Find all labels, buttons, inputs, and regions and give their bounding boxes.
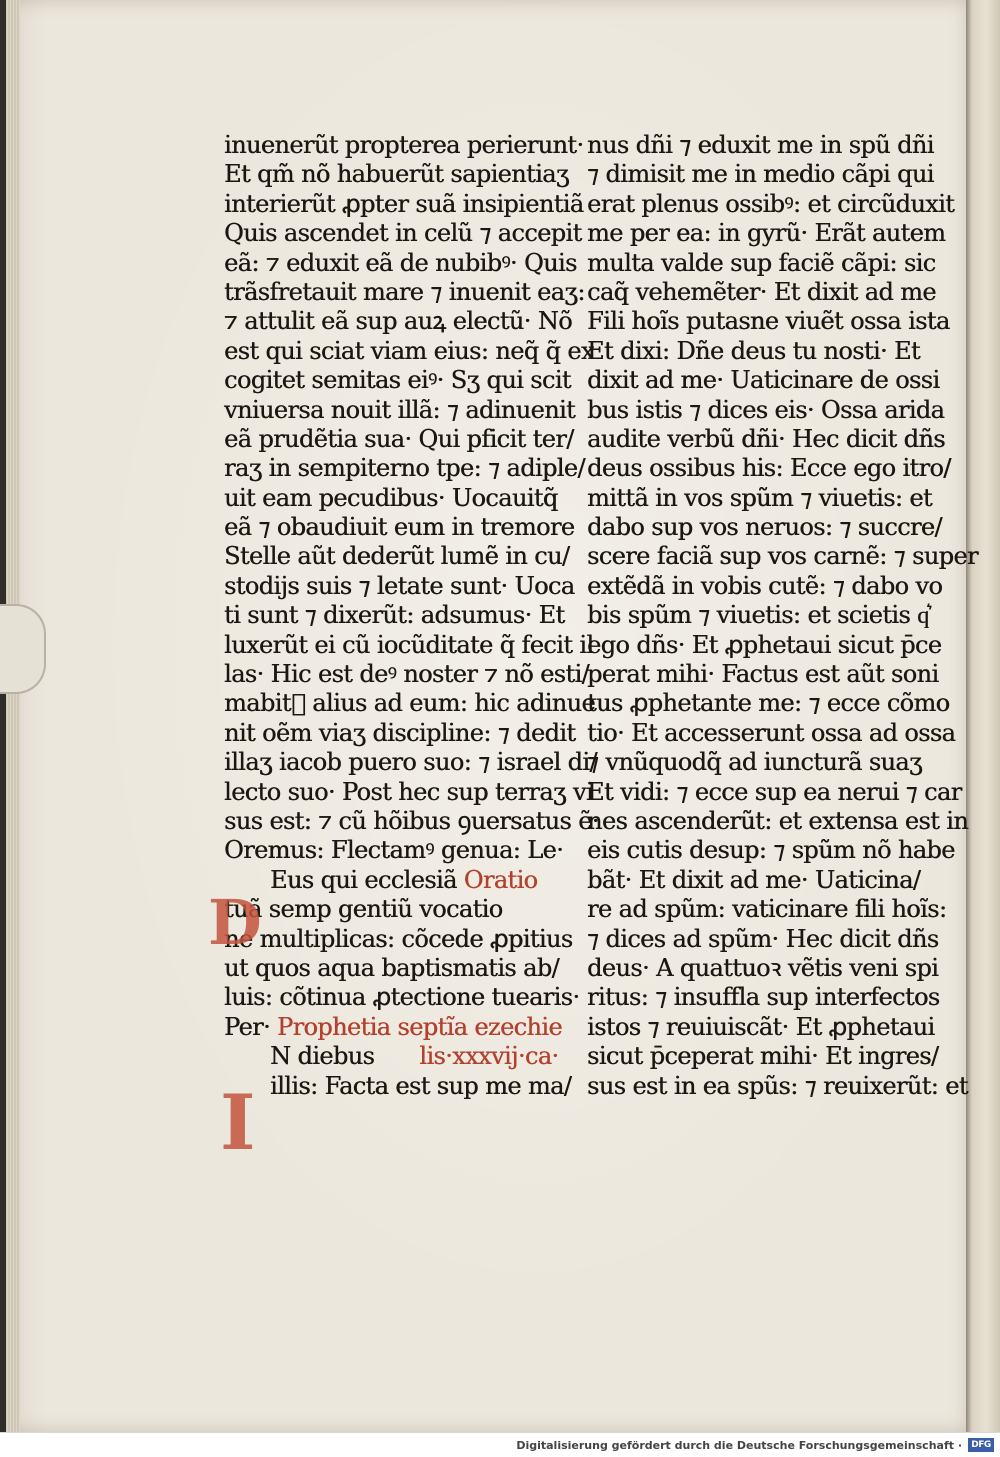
right-column-line bbox=[587, 424, 945, 454]
right-column-line bbox=[587, 571, 943, 601]
dfg-logo: DFG bbox=[968, 1438, 994, 1452]
left-column-line-text: Et qm̃ nõ habuerũt sapientiaʒ bbox=[224, 160, 569, 189]
left-column-line bbox=[224, 572, 574, 601]
right-column-line bbox=[587, 689, 950, 718]
left-column-line bbox=[224, 248, 577, 278]
right-column-line-text: dixit ad me· Uaticinare de ossi bbox=[587, 366, 940, 395]
right-column-line bbox=[587, 484, 932, 513]
right-column-line-text: ⁊ dices ad spũm· Hec dicit dñs bbox=[587, 924, 939, 953]
right-column-line bbox=[587, 718, 956, 748]
right-main-lines bbox=[587, 131, 978, 1101]
left-column-line-text: luxerũt ei cũ iocũditate q̃ fecit il bbox=[224, 630, 594, 659]
initial-letter-d: D bbox=[208, 886, 262, 959]
oratio-rubric: Oratio bbox=[463, 865, 538, 894]
left-column-line-text: uit eam pecudibus· Uocauitq̃ bbox=[224, 483, 558, 512]
left-column-line bbox=[224, 189, 584, 219]
right-column-line bbox=[587, 542, 978, 571]
right-column-line-text: nes ascenderũt: et extensa est in bbox=[587, 806, 969, 835]
left-column-line-text: Quis ascendet in celũ ⁊ accepit bbox=[224, 219, 582, 248]
right-column-line bbox=[587, 248, 936, 278]
right-column-line bbox=[587, 307, 950, 336]
left-column-line-text: inuenerũt propterea perierunt· bbox=[224, 131, 584, 159]
right-column-line-text: dabo sup vos neruos: ⁊ succre/ bbox=[587, 513, 942, 542]
page-edges bbox=[6, 0, 20, 1432]
left-column-line-text: cogitet semitas eiꝰ· Sʒ qui scit bbox=[224, 366, 571, 395]
left-column-line bbox=[224, 806, 599, 836]
right-column-line-text: perat mihi· Factus est aũt soni bbox=[587, 660, 939, 689]
left-column-line bbox=[224, 836, 574, 865]
left-column-line bbox=[224, 454, 585, 483]
oratio-line-text: luis: cõtinua ꝓtectione tuearis· bbox=[224, 983, 580, 1012]
left-column-line-text: stodijs suis ⁊ letate sunt· Uoca bbox=[224, 571, 575, 600]
right-column-line bbox=[587, 1042, 939, 1071]
right-column-line bbox=[587, 277, 936, 307]
right-column-line bbox=[587, 513, 942, 542]
right-column-line-text: Fili hoĩs putasne viuẽt ossa ista bbox=[587, 307, 950, 336]
left-column-line-text: ti sunt ⁊ dixerũt: adsumus· Et bbox=[224, 601, 565, 630]
right-column-line bbox=[587, 189, 955, 219]
right-column-line bbox=[587, 836, 955, 865]
footer-bar bbox=[0, 1432, 1000, 1457]
adjacent-leaf-edge bbox=[966, 0, 1000, 1432]
right-column-line bbox=[587, 395, 945, 425]
right-column-line-text: audite verbũ dñi· Hec dicit dñs bbox=[587, 424, 945, 453]
oratio-lines bbox=[224, 895, 580, 1013]
left-text-column bbox=[224, 131, 599, 1101]
funding-credit: Digitalisierung gefördert durch die Deutsche Forschungsgemeinschaft · bbox=[516, 1439, 962, 1452]
left-column-line-text: Oremus: Flectamꝰ genua: Le· bbox=[224, 836, 564, 865]
left-column-line bbox=[224, 366, 574, 395]
prophetia-line-2 bbox=[224, 1042, 574, 1071]
left-main-lines bbox=[224, 131, 599, 866]
right-column-line-text: sus est in ea spũs: ⁊ reuixerũt: et bbox=[587, 1071, 968, 1100]
right-column-line-text: ⁊ dimisit me in medio cãpi qui bbox=[587, 160, 934, 189]
right-column-line bbox=[587, 366, 940, 395]
oratio-line-1 bbox=[224, 866, 574, 895]
per-text: Per· bbox=[224, 1012, 270, 1041]
left-column-line bbox=[224, 131, 584, 160]
right-column-line bbox=[587, 806, 969, 836]
left-column-line bbox=[224, 160, 574, 189]
left-column-line bbox=[224, 542, 574, 571]
left-column-line bbox=[224, 630, 594, 660]
right-column-line-text: multa valde sup faciẽ cãpi: sic bbox=[587, 248, 936, 277]
right-column-line-text: Et dixi: Dñe deus tu nosti· Et bbox=[587, 336, 920, 365]
right-column-line bbox=[587, 777, 962, 807]
left-column-line-text: eã: ⁊ eduxit eã de nubibꝰ· Quis bbox=[224, 248, 577, 277]
right-column-line bbox=[587, 1071, 968, 1101]
page-clip bbox=[0, 604, 46, 694]
left-column-line bbox=[224, 425, 574, 454]
left-column-line bbox=[224, 601, 574, 630]
left-column-line bbox=[224, 777, 593, 807]
oratio-line-text: ut quos aqua baptismatis ab/ bbox=[224, 953, 559, 982]
left-column-line bbox=[224, 219, 582, 248]
right-column-line bbox=[587, 748, 932, 777]
right-column-line-text: tio· Et accesserunt ossa ad ossa bbox=[587, 718, 956, 747]
left-column-line-text: lecto suo· Post hec sup terraʒ vi bbox=[224, 777, 593, 806]
right-column-line bbox=[587, 601, 932, 630]
prophetia-line-3-text: illis: Facta est sup me ma/ bbox=[270, 1071, 572, 1100]
left-column-line-text: eã prudẽtia sua· Qui pficit ter/ bbox=[224, 424, 574, 453]
left-column-line-text: vniuersa nouit illã: ⁊ adinuenit bbox=[224, 395, 576, 424]
right-column-line-text: Et vidi: ⁊ ecce sup ea nerui ⁊ car bbox=[587, 777, 962, 806]
oratio-line bbox=[224, 954, 574, 983]
right-column-line-text: bãt· Et dixit ad me· Uaticina/ bbox=[587, 865, 921, 894]
left-column-line bbox=[224, 748, 597, 777]
prophetia-line-3 bbox=[224, 1072, 574, 1101]
right-column-line-text: extẽdã in vobis cutẽ: ⁊ dabo vo bbox=[587, 571, 943, 600]
right-column-line-text: re ad spũm: vaticinare fili hoĩs: bbox=[587, 895, 947, 924]
right-column-line-text: deus· A quattuoꝛ vẽtis veni spi bbox=[587, 953, 939, 982]
left-column-line bbox=[224, 719, 574, 748]
right-column-line-text: me per ea: in gyrũ· Erãt autem bbox=[587, 219, 946, 248]
oratio-line-1-text: Eus qui ecclesiã bbox=[270, 865, 457, 894]
left-column-line-text: mabit᷑ alius ad eum: hic adinue bbox=[224, 689, 595, 718]
left-column-line bbox=[224, 513, 574, 542]
left-column-line bbox=[224, 307, 574, 336]
right-column-line bbox=[587, 953, 939, 983]
oratio-line bbox=[224, 925, 574, 954]
left-column-line bbox=[224, 484, 574, 513]
prophetia-line-2-text: N diebus bbox=[270, 1042, 375, 1071]
left-column-line-text: trãsfretauit mare ⁊ inuenit eaʒ: bbox=[224, 277, 585, 306]
left-column-line bbox=[224, 660, 589, 689]
left-column-line-text: raʒ in sempiterno tpe: ⁊ adiple/ bbox=[224, 454, 585, 483]
left-column-line-text: sus est: ⁊ cũ hõibus ꝯuersatus ẽ· bbox=[224, 806, 599, 835]
oratio-line-text: ne multiplicas: cõcede ꝓpitius bbox=[224, 924, 573, 953]
right-column-line bbox=[587, 160, 932, 189]
right-column-line-text: istos ⁊ reuiuiscãt· Et ꝓphetaui bbox=[587, 1012, 935, 1041]
right-column-line bbox=[587, 660, 939, 689]
oratio-line-text: tuã semp gentiũ vocatio bbox=[224, 895, 503, 924]
left-column-line bbox=[224, 396, 574, 425]
left-column-line-text: eã ⁊ obaudiuit eum in tremore bbox=[224, 513, 575, 542]
right-column-line bbox=[587, 983, 940, 1012]
left-column-line-text: interierũt ꝓpter suã insipientiã bbox=[224, 189, 584, 218]
right-column-line-text: tus ꝓphetante me: ⁊ ecce cõmo bbox=[587, 689, 950, 718]
left-column-line bbox=[224, 277, 585, 307]
right-column-line bbox=[587, 454, 951, 483]
right-column-line bbox=[587, 219, 946, 248]
left-column-line bbox=[224, 336, 594, 366]
right-column-line-text: mittã in vos spũm ⁊ viuetis: et bbox=[587, 483, 932, 512]
prophetia-heading-line bbox=[224, 1013, 574, 1042]
initial-letter-i: I bbox=[220, 1078, 256, 1167]
right-column-line bbox=[587, 630, 942, 660]
prophetia-chapter-rubric: lis·xxxvij·ca· bbox=[419, 1042, 559, 1071]
right-column-line-text: deus ossibus his: Ecce ego itro/ bbox=[587, 454, 951, 483]
left-column-line-text: illaʒ iacob puero suo: ⁊ israel di/ bbox=[224, 748, 597, 777]
right-column-line bbox=[587, 1012, 935, 1042]
right-column-line-text: ritus: ⁊ insuffla sup interfectos bbox=[587, 983, 940, 1012]
right-column-line-text: sicut p̄ceperat mihi· Et ingres/ bbox=[587, 1042, 939, 1071]
left-column-line bbox=[224, 689, 595, 718]
right-column-line-text: nus dñi ⁊ eduxit me in spũ dñi bbox=[587, 131, 934, 159]
right-column-line bbox=[587, 895, 947, 924]
left-column-line-text: ⁊ attulit eã sup auꝝ electũ· Nõ bbox=[224, 307, 572, 336]
right-column-line bbox=[587, 337, 932, 366]
prophetia-rubric-title: Prophetia septĩa ezechie bbox=[277, 1012, 562, 1041]
right-column-line-text: scere faciã sup vos carnẽ: ⁊ super bbox=[587, 542, 978, 571]
oratio-line bbox=[224, 895, 574, 924]
left-column-line-text: est qui sciat viam eius: neq̃ q̃ ex bbox=[224, 336, 594, 365]
oratio-line bbox=[224, 983, 580, 1012]
right-column-line-text: bis spũm ⁊ viuetis: et scietis q͛ bbox=[587, 601, 929, 630]
right-column-line-text: erat plenus ossibꝰ: et circũduxit bbox=[587, 189, 955, 218]
right-text-column bbox=[587, 131, 978, 1101]
left-column-line-text: Stelle aũt dederũt lumẽ in cu/ bbox=[224, 542, 570, 571]
right-column-line bbox=[587, 866, 932, 895]
right-column-line-text: ego dñs· Et ꝓphetaui sicut p̄ce bbox=[587, 630, 942, 659]
left-column-line-text: nit oẽm viaʒ discipline: ⁊ dedit bbox=[224, 718, 576, 747]
right-column-line bbox=[587, 131, 932, 160]
left-column-line-text: las· Hic est deꝰ noster ⁊ nõ esti/ bbox=[224, 660, 589, 689]
right-column-line bbox=[587, 924, 939, 954]
right-column-line-text: eis cutis desup: ⁊ spũm nõ habe bbox=[587, 836, 955, 865]
right-column-line-text: caq̃ vehemẽter· Et dixit ad me bbox=[587, 277, 936, 306]
right-column-line-text: bus istis ⁊ dices eis· Ossa arida bbox=[587, 395, 945, 424]
right-column-line-text: ⁊ vnũquodq̃ ad iuncturã suaʒ bbox=[587, 748, 922, 777]
